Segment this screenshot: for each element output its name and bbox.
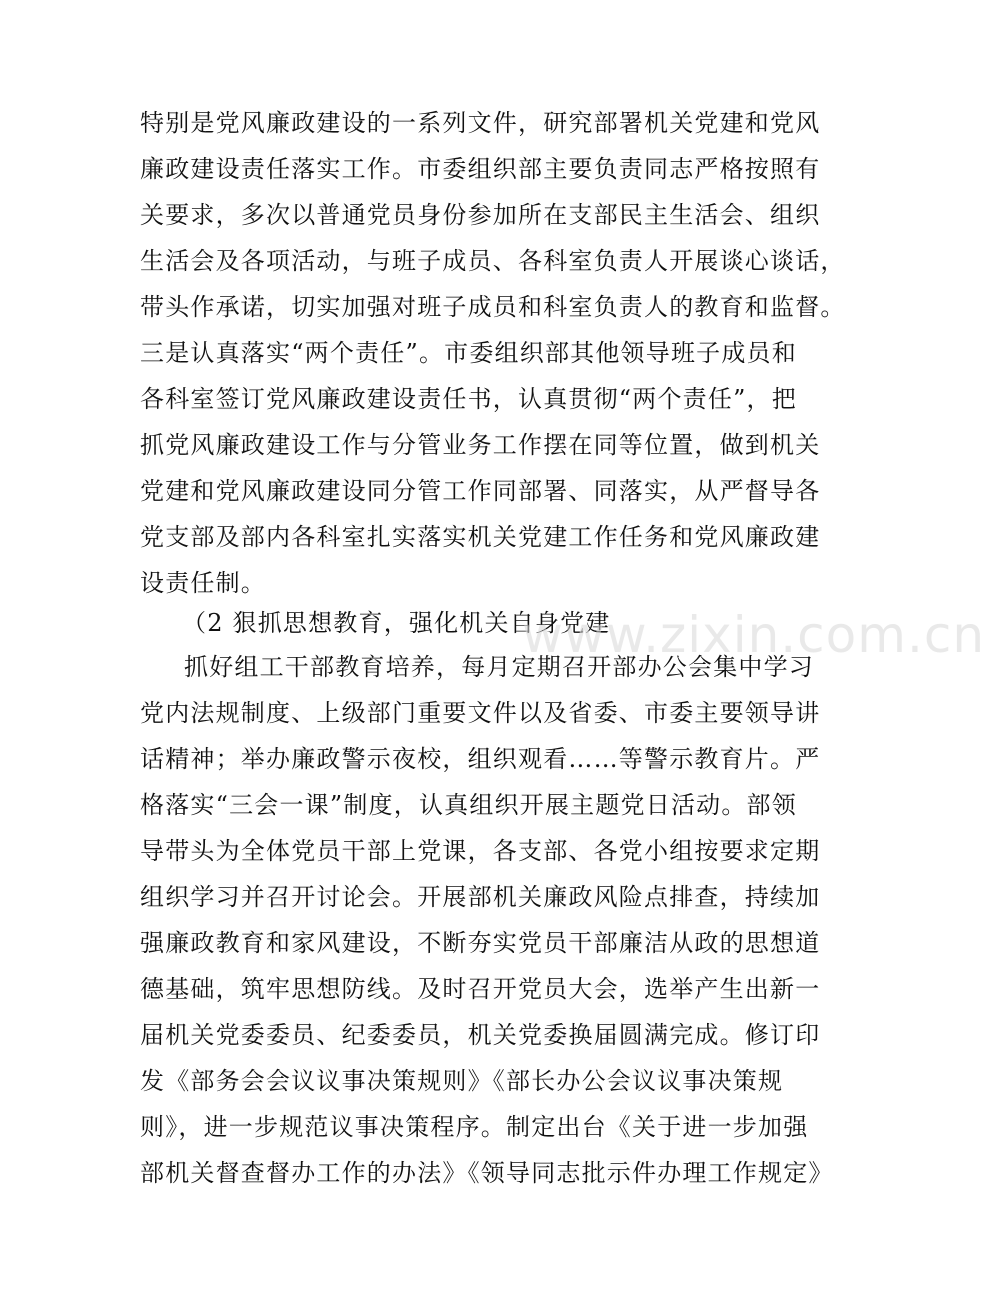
text-line-1: 特别是党风廉政建设的一系列文件，研究部署机关党建和党风 [140, 109, 821, 137]
text-line-23: 则》，进一步规范议事决策程序。制定出台《关于进一步加强 [140, 1113, 809, 1141]
text-line-7: 各科室签订党风廉政建设责任书，认真贯彻“两个责任”，把 [140, 385, 797, 413]
watermark: www.zixin.com.cn [522, 606, 985, 664]
text-line-3: 关要求，多次以普通党员身份参加所在支部民主生活会、组织 [140, 201, 821, 229]
text-line-21: 届机关党委委员、纪委委员，机关党委换届圆满完成。修订印 [140, 1021, 821, 1049]
text-line-14: 党内法规制度、上级部门重要文件以及省委、市委主要领导讲 [140, 699, 821, 727]
text-line-6: 三是认真落实“两个责任”。市委组织部其他领导班子成员和 [140, 339, 797, 367]
text-line-13: 抓好组工干部教育培养，每月定期召开部办公会集中学习 [184, 653, 814, 681]
text-line-8: 抓党风廉政建设工作与分管业务工作摆在同等位置，做到机关 [140, 431, 821, 459]
text-line-11: 设责任制。 [140, 569, 266, 597]
section-heading: （2 狠抓思想教育，强化机关自身党建 [182, 609, 611, 637]
text-line-17: 导带头为全体党员干部上党课，各支部、各党小组按要求定期 [140, 837, 821, 865]
text-line-10: 党支部及部内各科室扎实落实机关党建工作任务和党风廉政建 [140, 523, 821, 551]
text-line-18: 组织学习并召开讨论会。开展部机关廉政风险点排查，持续加 [140, 883, 821, 911]
text-line-2: 廉政建设责任落实工作。市委组织部主要负责同志严格按照有 [140, 155, 821, 183]
text-line-16: 格落实“三会一课”制度，认真组织开展主题党日活动。部领 [140, 791, 797, 819]
text-line-24: 部机关督查督办工作的办法》《领导同志批示件办理工作规定》 [140, 1159, 834, 1187]
text-line-15: 话精神；举办廉政警示夜校，组织观看……等警示教育片。严 [140, 745, 821, 773]
text-line-20: 德基础，筑牢思想防线。及时召开党员大会，选举产生出新一 [140, 975, 821, 1003]
text-line-4: 生活会及各项活动，与班子成员、各科室负责人开展谈心谈话， [140, 247, 846, 275]
text-line-19: 强廉政教育和家风建设，不断夯实党员干部廉洁从政的思想道 [140, 929, 821, 957]
text-line-9: 党建和党风廉政建设同分管工作同部署、同落实，从严督导各 [140, 477, 821, 505]
text-line-22: 发《部务会会议议事决策规则》《部长办公会议议事决策规 [140, 1067, 784, 1095]
text-line-5: 带头作承诺，切实加强对班子成员和科室负责人的教育和监督。 [140, 293, 846, 321]
body-text [140, 106, 846, 1216]
